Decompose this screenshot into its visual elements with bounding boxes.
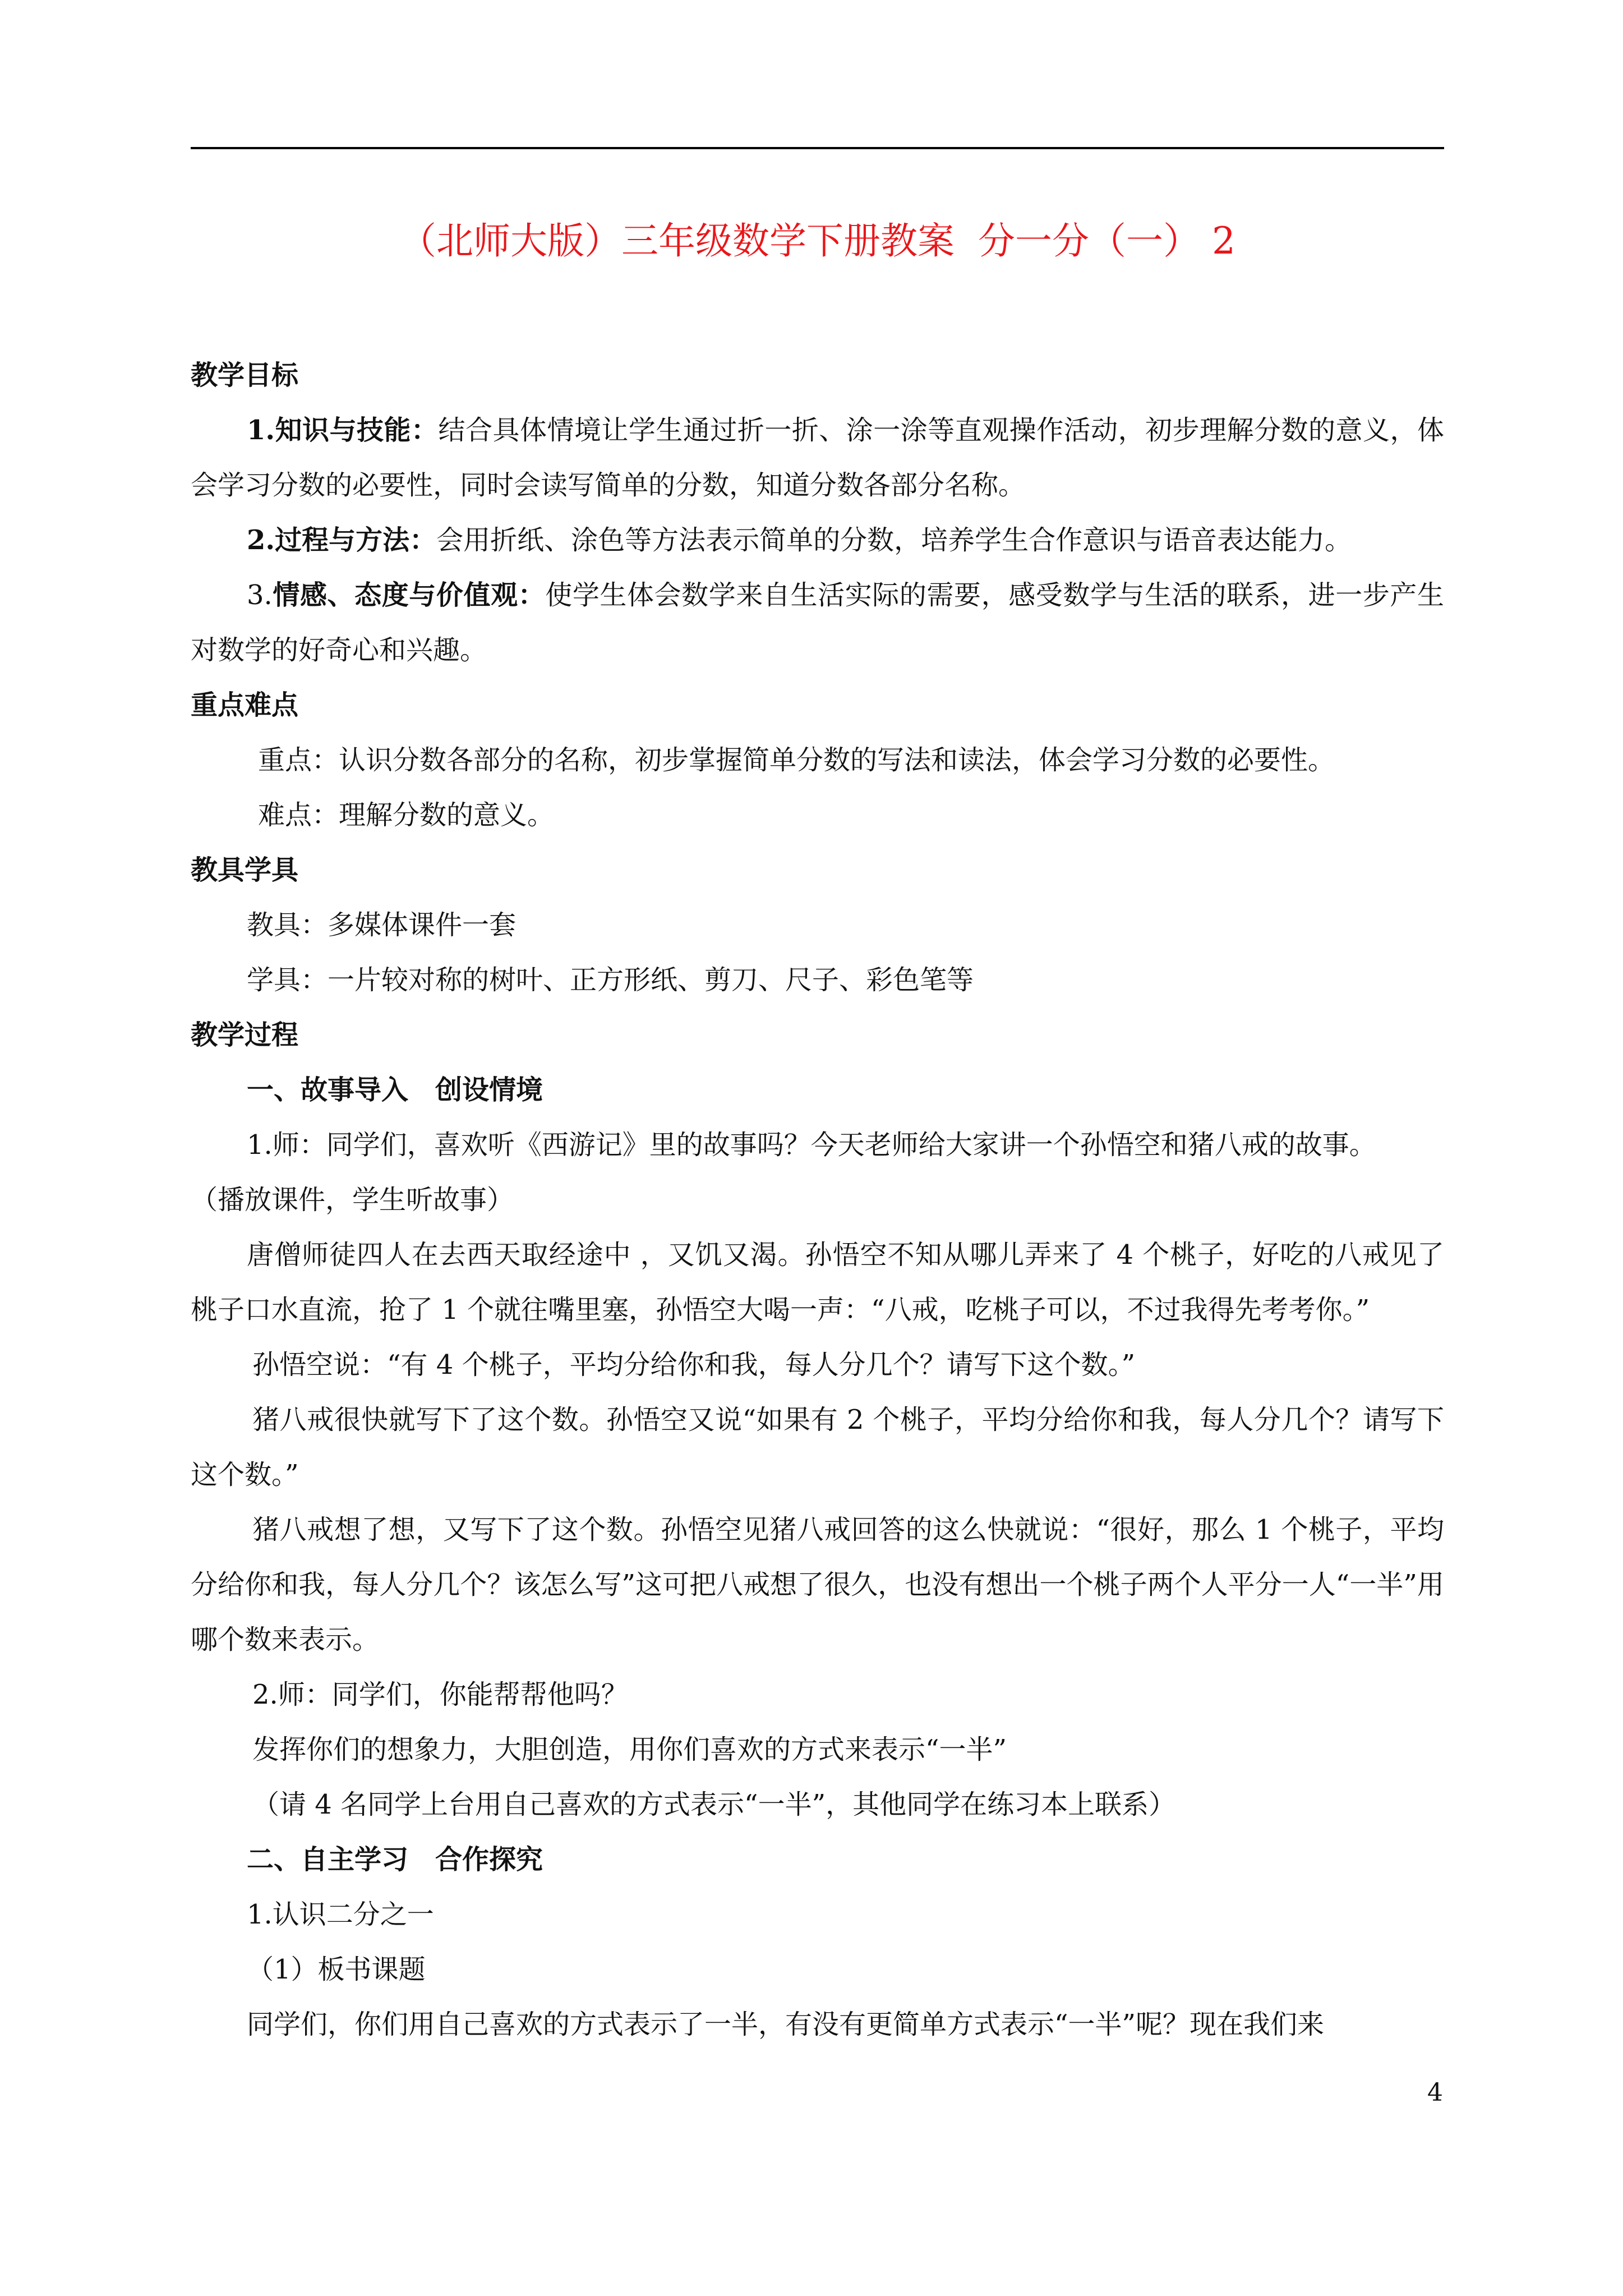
goal-paragraph	[191, 513, 1444, 568]
paragraph: 唐僧师徒四人在去西天取经途中 ，又饥又渴。孙悟空不知从哪儿弄来了 4 个桃子，好吃的八戒见了桃子口水直流，抢了 1 个就往嘴里塞，孙悟空大喝一声：“八戒，吃桃子可以，不过我得先考考你。”	[191, 1239, 1444, 1326]
paragraph: 猪八戒想了想，又写下了这个数。孙悟空见猪八戒回答的这么快就说：“很好，那么 1 个桃子，平均分给你和我，每人分几个？该怎么写”这可把八戒想了很久，也没有想出一个桃子两个人平分一人“一半”用哪个数来表示。	[191, 1514, 1444, 1655]
document-title: （北师大版）三年级数学下册教案 分一分（一） 2	[399, 219, 1235, 263]
key-point: 重点：认识分数各部分的名称，初步掌握简单分数的写法和读法，体会学习分数的必要性。	[258, 744, 1335, 776]
step-heading: 一、故事导入 创设情境	[247, 1074, 543, 1106]
step-heading: 二、自主学习 合作探究	[247, 1844, 543, 1875]
paragraph: （1）板书课题	[247, 1954, 426, 1985]
paragraph: 猪八戒很快就写下了这个数。孙悟空又说“如果有 2 个桃子，平均分给你和我，每人分几个？请写下这个数。”	[191, 1404, 1444, 1490]
paragraph: 2.师：同学们，你能帮帮他吗？	[252, 1679, 628, 1710]
paragraph: 1.师：同学们，喜欢听《西游记》里的故事吗？今天老师给大家讲一个孙悟空和猪八戒的故事。	[247, 1129, 1376, 1161]
section-heading: 教学目标	[191, 360, 299, 391]
paragraph: 孙悟空说：“有 4 个桃子，平均分给你和我，每人分几个？请写下这个数。”	[252, 1349, 1136, 1381]
section-heading: 重点难点	[191, 689, 299, 721]
difficult-point: 难点：理解分数的意义。	[258, 799, 555, 831]
goal-number: 3.	[247, 579, 273, 611]
goal-label: 情感、态度与价值观：	[272, 579, 546, 611]
student-tools: 学具：一片较对称的树叶、正方形纸、剪刀、尺子、彩色笔等	[247, 964, 974, 996]
paragraph: （请 4 名同学上台用自己喜欢的方式表示“一半”，其他同学在练习本上联系）	[252, 1789, 1176, 1820]
section-heading: 教学过程	[191, 1019, 299, 1051]
paragraph: 发挥你们的想象力，大胆创造，用你们喜欢的方式来表示“一半”	[252, 1734, 1007, 1765]
goal-paragraph	[191, 568, 1444, 678]
goal-text: 会用折纸、涂色等方法表示简单的分数，培养学生合作意识与语音表达能力。	[436, 524, 1352, 556]
paragraph: 同学们，你们用自己喜欢的方式表示了一半，有没有更简单方式表示“一半”呢？现在我们来	[247, 2009, 1325, 2040]
section-heading: 教具学具	[191, 854, 299, 886]
goal-label: 2.过程与方法：	[247, 524, 437, 556]
goal-text: 使学生体会数学来自生活实际的需要，感受数学与生活的联系，进一步产生对数学的好奇心和兴趣。	[191, 579, 1444, 666]
paragraph: （播放课件，学生听故事）	[191, 1184, 514, 1216]
goal-text: 结合具体情境让学生通过折一折、涂一涂等直观操作活动，初步理解分数的意义，体会学习分数的必要性，同时会读写简单的分数，知道分数各部分名称。	[191, 415, 1444, 501]
document-body	[191, 348, 1444, 2052]
page-number: 4	[1427, 2078, 1443, 2107]
header-rule	[191, 147, 1444, 149]
teacher-tools: 教具：多媒体课件一套	[247, 909, 517, 941]
goal-label: 1.知识与技能：	[247, 415, 439, 446]
goal-paragraph	[191, 403, 1444, 513]
paragraph: 1.认识二分之一	[247, 1899, 434, 1930]
